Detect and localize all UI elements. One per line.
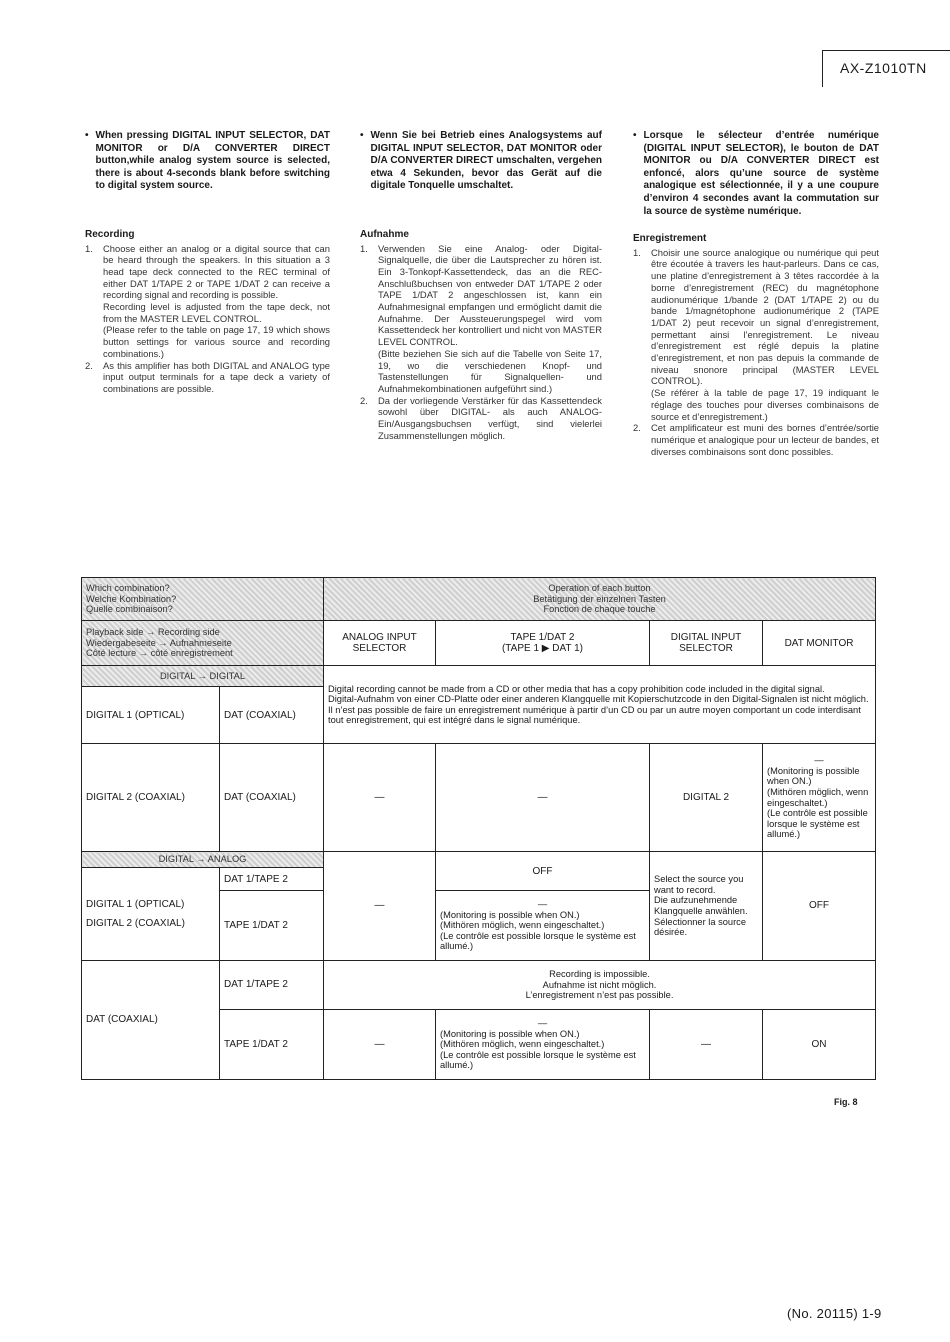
section-digital-digital: DIGITAL → DIGITAL <box>82 666 324 687</box>
list-item: 2. Cet amplificateur est muni des bornes d’entrée/sortie numérique et analogique pour un lecteur de bandes, et diverses combinaisons sont donc possibles. <box>633 422 879 457</box>
column-german <box>360 130 602 442</box>
col-digital-input-selector: DIGITAL INPUT SELECTOR <box>650 621 763 666</box>
table-cell: — <box>324 852 436 961</box>
col-dat-monitor: DAT MONITOR <box>763 621 876 666</box>
model-number: AX-Z1010TN <box>840 60 927 76</box>
table-cell: — <box>650 1010 763 1080</box>
list-item: 2. Da der vorliegende Verstärker für das Kassettendeck sowohl über DIGITAL- als auch ANALOG-Ein/Ausgangsbuchsen verfügt, sind vielerlei Zusammenstellungen möglich. <box>360 394 602 441</box>
table-cell: — (Monitoring is possible when ON.) (Mithören möglich, wenn eingeschaltet.) (Le contrôle est possible lorsque le système est allumé.) <box>763 744 876 852</box>
section-heading: Aufnahme <box>360 228 409 240</box>
table-cell: — <box>324 744 436 852</box>
table-cell: DIGITAL 1 (OPTICAL) <box>82 686 220 743</box>
list-item: 1. Choisir une source analogique ou numérique qui peut être écoutée à travers les haut-parleurs. Dans ce cas, une platine d’enregistrement à 3 têtes raccordée à la borne d’enregistrement (REC) du magnétophone audionumérique 1/bande 2 (DAT 1/TAPE 2) ou du bande 1/magnétophone audionumérique 2 (TAPE 1/DAT 2) peut recevoir un signal d’enregistrement, permettant ainsi l’enregistrement. Le niveau d’enregistrement est réglé depuis la platine d’enregistrement, et non pas depuis la commande de niveau snonore principal (MASTER LEVEL CONTROL). (Se référer à la table de page 17, 19 indiquant le réglage des touches pour diverses combinaisons de source et d’enregistrement.) <box>633 246 879 422</box>
table-cell: DAT 1/TAPE 2 <box>220 960 324 1009</box>
copy-prohibition-note: Digital recording cannot be made from a CD or other media that has a copy prohibition code included in the digital signal. Digital-Aufnahm von einer CD-Platte oder einer anderen Klangquelle mit Kopierschutzcode in den Digital-Signalen ist nicht möglich. Il n’est pas possible de faire un enregistrement numérique à partir d’un CD ou par un autre moyen comportant un code interdisant tout enregistrement, qui est intégré dans le signal numérique. <box>324 666 876 744</box>
note-bullet: • Wenn Sie bei Betrieb eines Analogsystems auf DIGITAL INPUT SELECTOR, DAT MONITOR oder D/A CONVERTER DIRECT umschalten, vergehen etwa 4 Sekunden, bevor das Gerät auf die digitale Tonquelle umschaltet. <box>360 130 602 192</box>
list-item: 2. As this amplifier has both DIGITAL and ANALOG type input output terminals for a tape deck a variety of combinations are possible. <box>85 359 330 394</box>
figure-label: Fig. 8 <box>834 1097 858 1107</box>
table-cell: OFF <box>436 852 650 891</box>
table-cell: DAT (COAXIAL) <box>220 744 324 852</box>
note-bullet: • Lorsque le sélecteur d’entrée numérique (DIGITAL INPUT SELECTOR), le bouton de DAT MONITOR ou D/A CONVERTER DIRECT est enfoncé, alors qu’une source de système analogique est sélectionnée, il y a une coupure d’environ 4 secondes avant la commutation sur la source de système numérique. <box>633 130 879 217</box>
section-digital-analog: DIGITAL → ANALOG <box>82 852 324 868</box>
section-heading: Recording <box>85 228 135 240</box>
table-cell: — <box>436 744 650 852</box>
table-cell: — <box>324 1010 436 1080</box>
table-cell: DIGITAL 2 (COAXIAL) <box>82 744 220 852</box>
table-cell: DAT (COAXIAL) <box>82 960 220 1079</box>
section-heading: Enregistrement <box>633 233 707 245</box>
col-analog-input-selector: ANALOG INPUT SELECTOR <box>324 621 436 666</box>
page-number: (No. 20115) 1-9 <box>787 1306 882 1321</box>
col-tape1-dat2: TAPE 1/DAT 2 (TAPE 1 ▶ DAT 1) <box>436 621 650 666</box>
table-cell: — (Monitoring is possible when ON.) (Mithören möglich, wenn eingeschaltet.) (Le contrôle est possible lorsque le système est allumé.) <box>436 891 650 961</box>
table-cell: DIGITAL 2 <box>650 744 763 852</box>
which-combination-header: Which combination? Welche Kombination? Quelle combinaison? <box>82 578 324 621</box>
combination-table <box>81 577 876 1080</box>
table-cell: DAT 1/TAPE 2 <box>220 868 324 891</box>
table-cell: ON <box>763 1010 876 1080</box>
recording-impossible-note: Recording is impossible. Aufnahme ist nicht möglich. L’enregistrement n’est pas possible. <box>324 960 876 1009</box>
table-cell: DAT (COAXIAL) <box>220 686 324 743</box>
list-item: 1. Choose either an analog or a digital source that can be heard through the speakers. In this situation a 3 head tape deck connected to the REC terminal of either DAT 1/TAPE 2 or TAPE 1/DAT 2 can receive a recording signal and recording is possible. Recording level is adjusted from the tape deck, not from the MASTER LEVEL CONTROL. (Please refer to the table on page 17, 19 which shows button settings for various source and recording combinations.) <box>85 242 330 359</box>
table-cell: Select the source you want to record. Die aufzunehmende Klangquelle anwählen. Sélectionner la source désirée. <box>650 852 763 961</box>
column-french <box>633 130 879 457</box>
operation-header: Operation of each button Betätigung der einzelnen Tasten Fonction de chaque touche <box>324 578 876 621</box>
table-cell: DIGITAL 1 (OPTICAL) DIGITAL 2 (COAXIAL) <box>82 868 220 960</box>
playback-recording-header: Playback side → Recording side Wiedergabeseite → Aufnahmeseite Côté lecture → côté enregistrement <box>82 621 324 666</box>
table-cell: OFF <box>763 852 876 961</box>
column-english <box>85 130 330 395</box>
table-cell: — (Monitoring is possible when ON.) (Mithören möglich, wenn eingeschaltet.) (Le contrôle est possible lorsque le système est allumé.) <box>436 1010 650 1080</box>
note-bullet: • When pressing DIGITAL INPUT SELECTOR, DAT MONITOR or D/A CONVERTER DIRECT button,while analog system source is selected, there is about 4-seconds blank before switching to digital system source. <box>85 130 330 192</box>
list-item: 1. Verwenden Sie eine Analog- oder Digital-Signalquelle, die über die Lautsprecher zu hören ist. Ein 3-Tonkopf-Kassettendeck, das an die REC-Anschlußbuchsen von entweder DAT 1/TAPE 2 oder TAPE 1/DAT 2 angeschlossen ist, kann ein Aufnahmesignal empfangen und ermöglicht damit die Aufnahme. Der Aussteuerungspegel wird vom Kassettendeck her kontrolliert und nicht von MASTER LEVEL CONTROL. (Bitte beziehen Sie sich auf die Tabelle von Seite 17, 19, wo die verschiedenen Knopf- und Tastenstellungen für Signalquellen- und Aufnahmekombinationen aufgeführt sind.) <box>360 242 602 394</box>
table-cell: TAPE 1/DAT 2 <box>220 891 324 961</box>
table-cell: TAPE 1/DAT 2 <box>220 1010 324 1080</box>
